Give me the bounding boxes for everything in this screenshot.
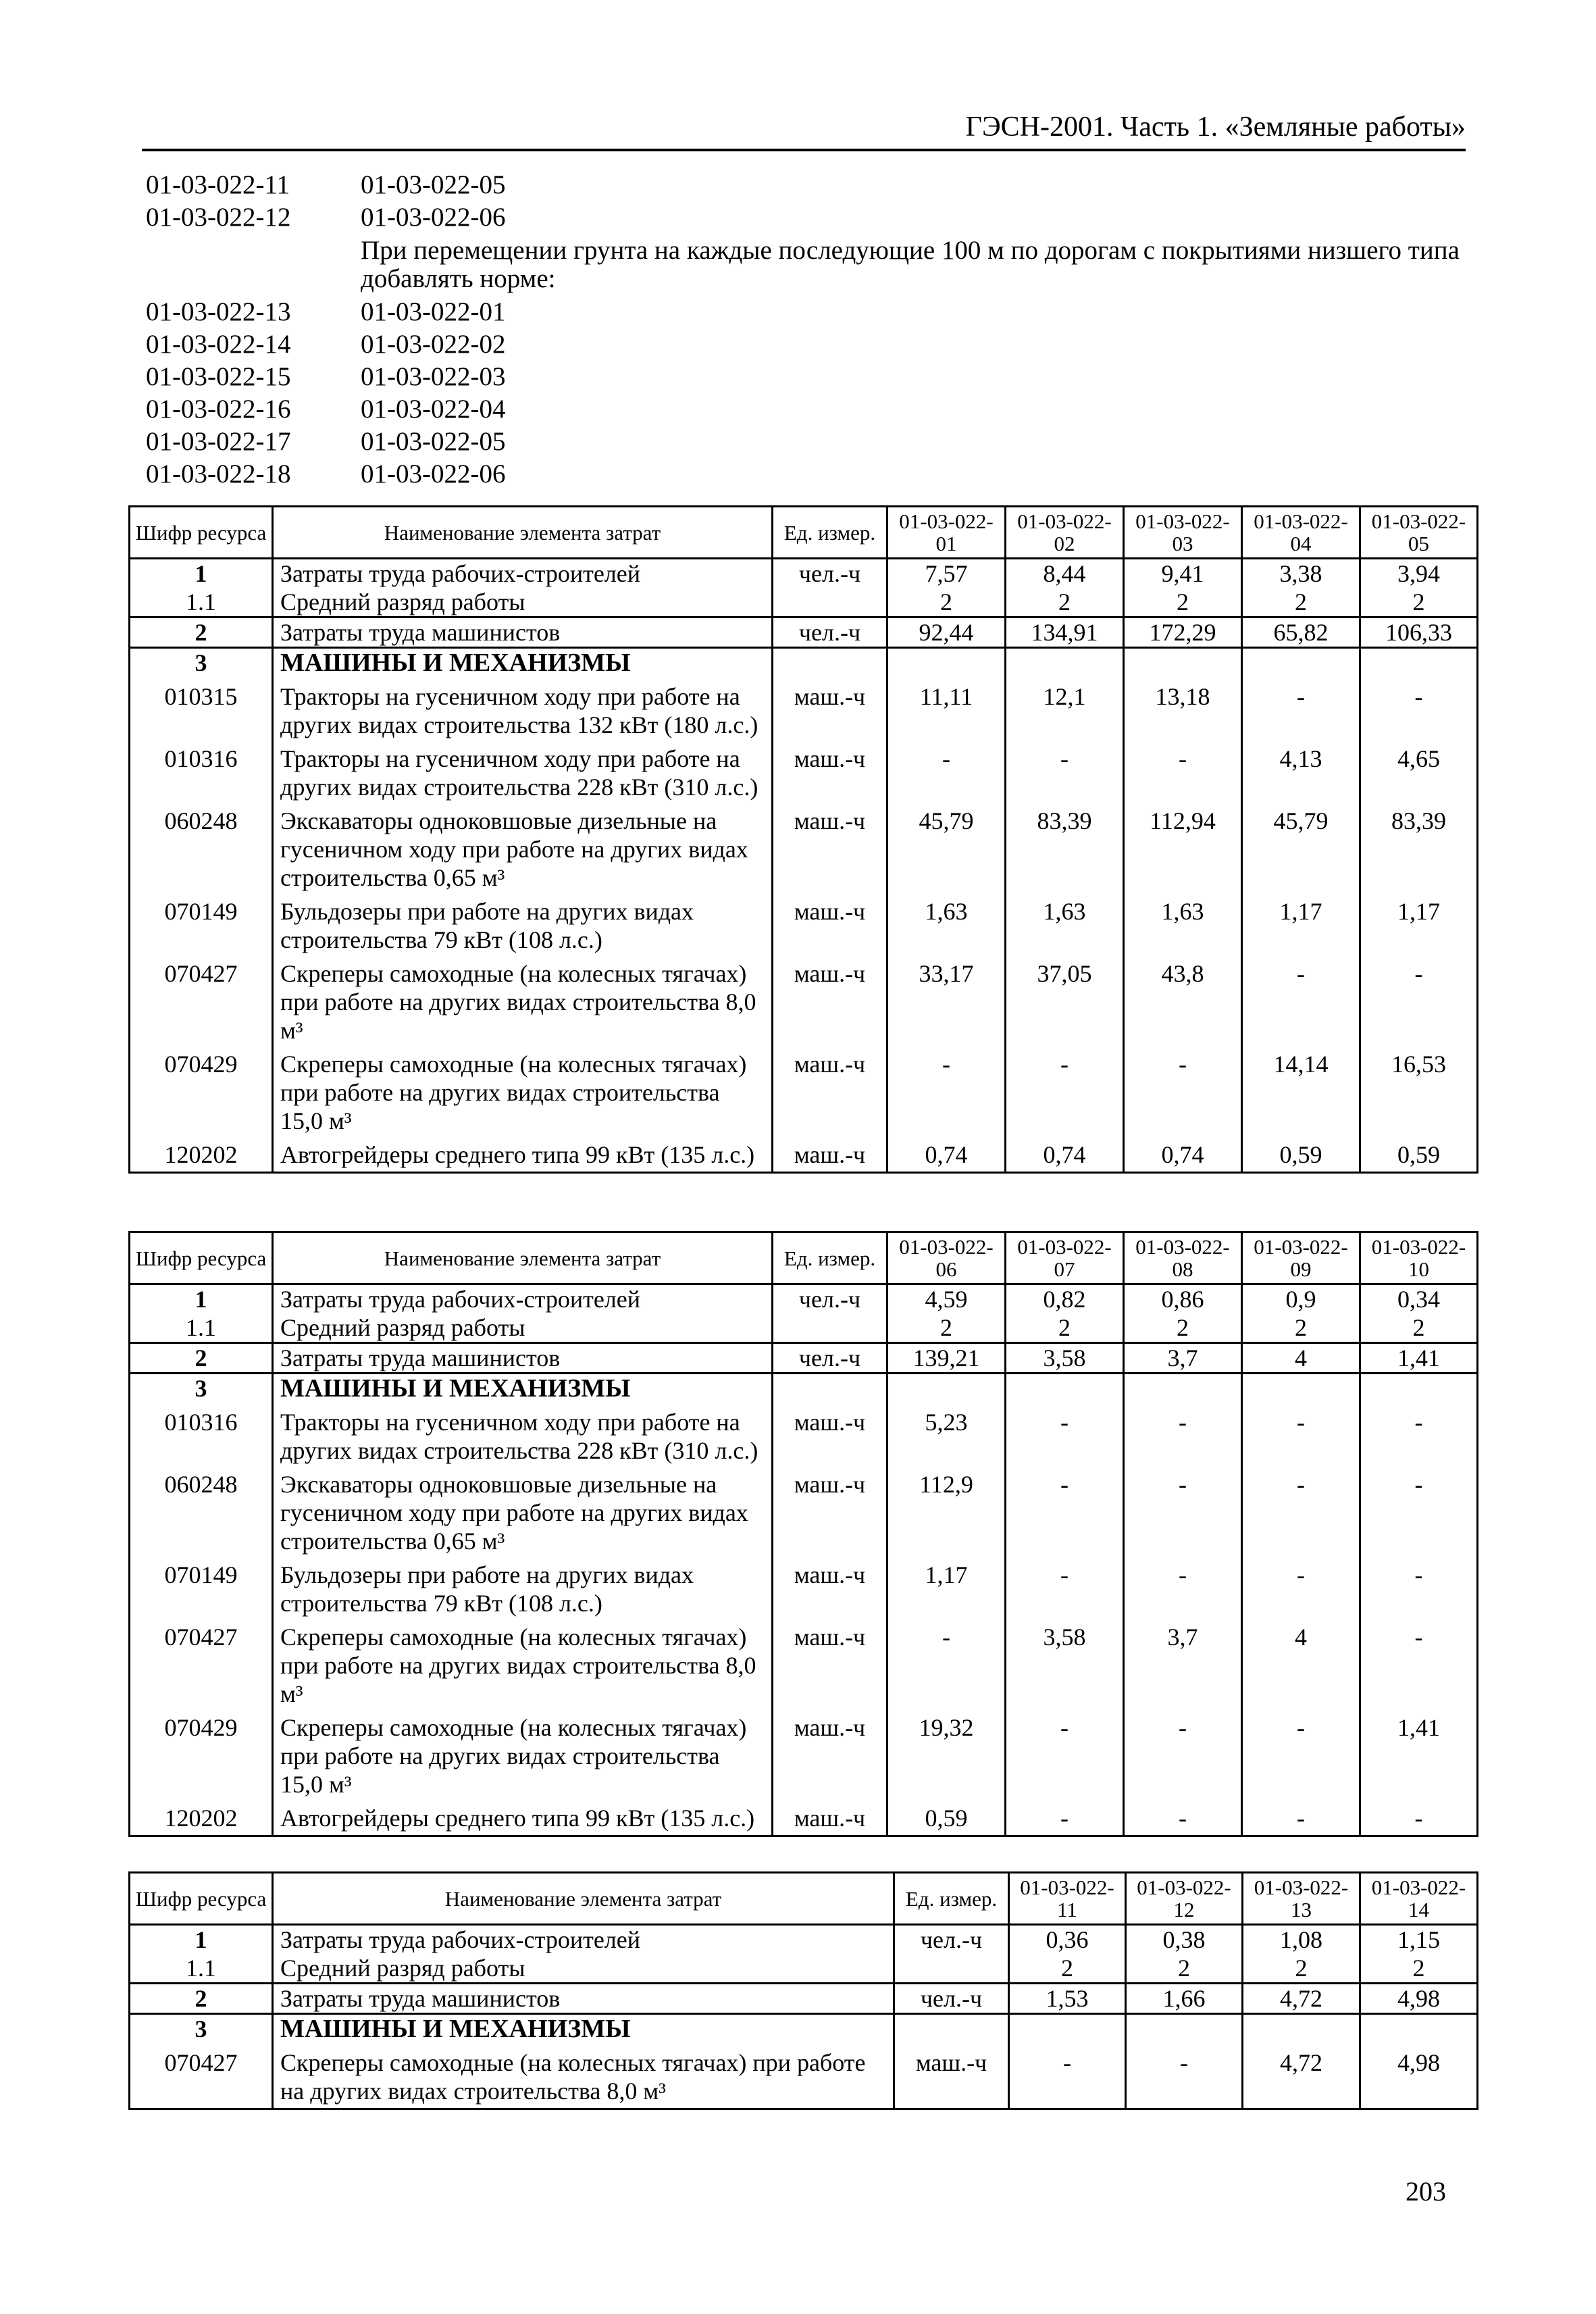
- resource-name: Автогрейдеры среднего типа 99 кВт (135 л.с.): [273, 1799, 773, 1836]
- resource-value: 4,72: [1243, 2043, 1360, 2109]
- mapping-source: 01-03-022-12: [146, 203, 291, 232]
- resource-unit: маш.-ч: [773, 954, 887, 1045]
- table-row: [130, 1925, 1478, 1955]
- norm-mapping-list: [146, 169, 1483, 491]
- mapping-row: [146, 169, 1483, 201]
- resource-name: Бульдозеры при работе на других видах строительства 79 кВт (108 л.с.): [273, 1555, 773, 1617]
- resource-value: -: [1009, 2043, 1126, 2109]
- resource-value: 3,7: [1124, 1343, 1242, 1374]
- resource-value: 0,86: [1124, 1284, 1242, 1314]
- resource-value: 13,18: [1124, 677, 1242, 739]
- resource-value: 3,94: [1360, 559, 1478, 588]
- resource-value: 0,9: [1242, 1284, 1360, 1314]
- resource-value: 1,53: [1009, 1984, 1126, 2014]
- resource-value: 2: [1126, 1954, 1243, 1984]
- resource-table-2: [128, 1231, 1478, 1837]
- mapping-target: 01-03-022-05: [361, 170, 506, 199]
- mapping-source: 01-03-022-18: [146, 459, 291, 488]
- resource-value: -: [1006, 1799, 1124, 1836]
- mapping-row: [146, 296, 1483, 328]
- resource-value: 92,44: [887, 618, 1006, 648]
- resource-name: Экскаваторы одноковшовые дизельные на гусеничном ходу при работе на других видах строительства 0,65 м³: [273, 801, 773, 892]
- resource-value: -: [1006, 1045, 1124, 1135]
- resource-value: 37,05: [1006, 954, 1124, 1045]
- resource-value: 3,58: [1006, 1617, 1124, 1708]
- resource-value: [1124, 648, 1242, 678]
- resource-value: -: [1360, 954, 1478, 1045]
- mapping-row: [146, 361, 1483, 393]
- resource-value: 3,58: [1006, 1343, 1124, 1374]
- resource-code: 1.1: [130, 588, 273, 618]
- resource-value: 3,38: [1242, 559, 1360, 588]
- resource-value: -: [887, 1617, 1006, 1708]
- resource-value: -: [1242, 954, 1360, 1045]
- resource-table-3: [128, 1871, 1478, 2110]
- mapping-target: 01-03-022-06: [361, 203, 506, 232]
- resource-value: 2: [887, 1313, 1006, 1343]
- resource-code: 3: [130, 648, 273, 678]
- resource-value: 2: [1360, 588, 1478, 618]
- header-norm-code: 01-03-022-05: [1360, 507, 1478, 559]
- resource-value: 12,1: [1006, 677, 1124, 739]
- resource-value: -: [1124, 1465, 1242, 1555]
- resource-unit: маш.-ч: [894, 2043, 1009, 2109]
- resource-code: 070429: [130, 1708, 273, 1799]
- resource-value: 0,59: [887, 1799, 1006, 1836]
- resource-value: -: [1006, 1403, 1124, 1465]
- resource-code: 3: [130, 2014, 273, 2044]
- table-row: [130, 1984, 1478, 2014]
- resource-name: Скреперы самоходные (на колесных тягачах) при работе на других видах строительства 15,0 м³: [273, 1045, 773, 1135]
- resource-name: Скреперы самоходные (на колесных тягачах) при работе на других видах строительства 8,0 м³: [273, 2043, 894, 2109]
- resource-unit: чел.-ч: [773, 1284, 887, 1314]
- resource-value: -: [1360, 1799, 1478, 1836]
- resource-value: 4,13: [1242, 739, 1360, 801]
- header-name: Наименование элемента затрат: [273, 1232, 773, 1284]
- resource-value: -: [1360, 1617, 1478, 1708]
- resource-value: [887, 1374, 1006, 1403]
- resource-value: -: [1124, 1708, 1242, 1799]
- resource-unit: чел.-ч: [894, 1984, 1009, 2014]
- resource-code: 070149: [130, 892, 273, 954]
- resource-unit: [894, 1954, 1009, 1984]
- resource-value: 0,82: [1006, 1284, 1124, 1314]
- resource-value: 83,39: [1360, 801, 1478, 892]
- resource-code: 2: [130, 1343, 273, 1374]
- resource-value: -: [1126, 2043, 1243, 2109]
- resource-value: -: [1124, 1403, 1242, 1465]
- resource-value: [887, 648, 1006, 678]
- resource-name: Затраты труда рабочих-строителей: [273, 1925, 894, 1955]
- resource-value: 0,34: [1360, 1284, 1478, 1314]
- resource-unit: маш.-ч: [773, 1135, 887, 1173]
- resource-code: 1: [130, 1284, 273, 1314]
- resource-value: 112,94: [1124, 801, 1242, 892]
- resource-code: 1: [130, 1925, 273, 1955]
- resource-value: 2: [1360, 1954, 1478, 1984]
- resource-value: [1124, 1374, 1242, 1403]
- resource-value: [1126, 2014, 1243, 2044]
- resource-value: 8,44: [1006, 559, 1124, 588]
- resource-unit: [773, 1313, 887, 1343]
- header-code: Шифр ресурса: [130, 1232, 273, 1284]
- resource-code: 070427: [130, 954, 273, 1045]
- mapping-source: 01-03-022-16: [146, 395, 291, 424]
- resource-value: 2: [1006, 1313, 1124, 1343]
- resource-value: -: [1360, 1403, 1478, 1465]
- resource-value: 2: [1242, 1313, 1360, 1343]
- resource-value: -: [1242, 1555, 1360, 1617]
- table-row: [130, 1799, 1478, 1836]
- table-row: [130, 559, 1478, 588]
- resource-value: 2: [887, 588, 1006, 618]
- resource-value: 16,53: [1360, 1045, 1478, 1135]
- resource-value: 1,41: [1360, 1343, 1478, 1374]
- resource-code: 070149: [130, 1555, 273, 1617]
- mapping-target: 01-03-022-05: [361, 427, 506, 456]
- resource-code: 010316: [130, 1403, 273, 1465]
- resource-name: Скреперы самоходные (на колесных тягачах) при работе на других видах строительства 8,0 м³: [273, 1617, 773, 1708]
- resource-value: 4,98: [1360, 1984, 1478, 2014]
- resource-value: -: [1360, 1465, 1478, 1555]
- header-code: Шифр ресурса: [130, 1873, 273, 1925]
- table-header-row: [130, 507, 1478, 559]
- resource-value: 4: [1242, 1343, 1360, 1374]
- table-header-row: [130, 1232, 1478, 1284]
- resource-value: 2: [1242, 588, 1360, 618]
- table-row: [130, 954, 1478, 1045]
- resource-value: 1,15: [1360, 1925, 1478, 1955]
- resource-value: 134,91: [1006, 618, 1124, 648]
- header-norm-code: 01-03-022-14: [1360, 1873, 1478, 1925]
- resource-value: 1,63: [1006, 892, 1124, 954]
- resource-value: -: [1124, 1045, 1242, 1135]
- mapping-source: 01-03-022-14: [146, 330, 291, 359]
- resource-unit: маш.-ч: [773, 1465, 887, 1555]
- resource-value: [1360, 648, 1478, 678]
- table-row: [130, 1284, 1478, 1314]
- resource-value: 1,66: [1126, 1984, 1243, 2014]
- resource-name: МАШИНЫ И МЕХАНИЗМЫ: [273, 648, 773, 678]
- resource-value: 3,7: [1124, 1617, 1242, 1708]
- resource-value: -: [1242, 1799, 1360, 1836]
- table-row: [130, 1343, 1478, 1374]
- resource-value: [1243, 2014, 1360, 2044]
- resource-value: 5,23: [887, 1403, 1006, 1465]
- table-row: [130, 1708, 1478, 1799]
- resource-name: Средний разряд работы: [273, 1313, 773, 1343]
- resource-value: 45,79: [1242, 801, 1360, 892]
- resource-code: 120202: [130, 1135, 273, 1173]
- mapping-row: [146, 458, 1483, 491]
- resource-value: [1006, 1374, 1124, 1403]
- resource-value: 1,17: [1360, 892, 1478, 954]
- resource-value: [1360, 1374, 1478, 1403]
- table-row: [130, 1954, 1478, 1984]
- resource-unit: маш.-ч: [773, 801, 887, 892]
- resource-code: 3: [130, 1374, 273, 1403]
- resource-code: 2: [130, 618, 273, 648]
- table-row: [130, 1135, 1478, 1173]
- header-title: ГЭСН-2001. Часть 1. «Земляные работы»: [965, 111, 1466, 143]
- resource-unit: маш.-ч: [773, 892, 887, 954]
- resource-value: [1242, 648, 1360, 678]
- resource-name: Средний разряд работы: [273, 1954, 894, 1984]
- resource-value: 83,39: [1006, 801, 1124, 892]
- header-norm-code: 01-03-022-01: [887, 507, 1006, 559]
- resource-code: 060248: [130, 1465, 273, 1555]
- resource-value: 172,29: [1124, 618, 1242, 648]
- resource-code: 2: [130, 1984, 273, 2014]
- header-norm-code: 01-03-022-12: [1126, 1873, 1243, 1925]
- resource-name: Автогрейдеры среднего типа 99 кВт (135 л.с.): [273, 1135, 773, 1173]
- mapping-target: 01-03-022-02: [361, 330, 506, 359]
- table-row: [130, 2043, 1478, 2109]
- resource-value: 0,38: [1126, 1925, 1243, 1955]
- mapping-note: При перемещении грунта на каждые последующие 100 м по дорогам с покрытиями низшего типа добавлять норме:: [361, 236, 1460, 293]
- resource-code: 1.1: [130, 1313, 273, 1343]
- resource-value: 139,21: [887, 1343, 1006, 1374]
- resource-value: -: [1242, 677, 1360, 739]
- resource-value: 106,33: [1360, 618, 1478, 648]
- resource-value: 0,36: [1009, 1925, 1126, 1955]
- mapping-target: 01-03-022-03: [361, 362, 506, 391]
- mapping-source: 01-03-022-17: [146, 427, 291, 456]
- header-norm-code: 01-03-022-13: [1243, 1873, 1360, 1925]
- resource-value: -: [887, 1045, 1006, 1135]
- resource-name: МАШИНЫ И МЕХАНИЗМЫ: [273, 2014, 894, 2044]
- table-header-row: [130, 1873, 1478, 1925]
- resource-value: 0,59: [1242, 1135, 1360, 1173]
- table-row: [130, 2014, 1478, 2044]
- resource-value: 11,11: [887, 677, 1006, 739]
- resource-unit: маш.-ч: [773, 1403, 887, 1465]
- resource-value: -: [1124, 739, 1242, 801]
- table-row: [130, 648, 1478, 678]
- table-row: [130, 1374, 1478, 1403]
- resource-value: [1009, 2014, 1126, 2044]
- table-row: [130, 739, 1478, 801]
- table-row: [130, 1465, 1478, 1555]
- resource-unit: [773, 588, 887, 618]
- resource-unit: маш.-ч: [773, 1799, 887, 1836]
- header-name: Наименование элемента затрат: [273, 507, 773, 559]
- resource-value: 0,74: [1124, 1135, 1242, 1173]
- header-name: Наименование элемента затрат: [273, 1873, 894, 1925]
- header-norm-code: 01-03-022-11: [1009, 1873, 1126, 1925]
- resource-value: 1,08: [1243, 1925, 1360, 1955]
- resource-value: -: [1006, 739, 1124, 801]
- resource-value: -: [1360, 677, 1478, 739]
- resource-code: 070429: [130, 1045, 273, 1135]
- resource-value: -: [1124, 1555, 1242, 1617]
- resource-unit: чел.-ч: [773, 559, 887, 588]
- resource-code: 120202: [130, 1799, 273, 1836]
- resource-value: 7,57: [887, 559, 1006, 588]
- mapping-target: 01-03-022-04: [361, 395, 506, 424]
- mapping-row: [146, 426, 1483, 458]
- resource-unit: чел.-ч: [773, 1343, 887, 1374]
- header-norm-code: 01-03-022-08: [1124, 1232, 1242, 1284]
- resource-value: 19,32: [887, 1708, 1006, 1799]
- table-row: [130, 1617, 1478, 1708]
- table-row: [130, 677, 1478, 739]
- resource-value: 112,9: [887, 1465, 1006, 1555]
- resource-value: 2: [1243, 1954, 1360, 1984]
- mapping-source: 01-03-022-13: [146, 297, 291, 326]
- resource-value: -: [1242, 1465, 1360, 1555]
- resource-value: 0,74: [887, 1135, 1006, 1173]
- resource-value: 45,79: [887, 801, 1006, 892]
- resource-name: МАШИНЫ И МЕХАНИЗМЫ: [273, 1374, 773, 1403]
- mapping-source: 01-03-022-11: [146, 170, 290, 199]
- resource-unit: маш.-ч: [773, 1045, 887, 1135]
- header-norm-code: 01-03-022-02: [1006, 507, 1124, 559]
- header-norm-code: 01-03-022-06: [887, 1232, 1006, 1284]
- resource-unit: маш.-ч: [773, 1617, 887, 1708]
- resource-value: 0,74: [1006, 1135, 1124, 1173]
- resource-value: 43,8: [1124, 954, 1242, 1045]
- header-code: Шифр ресурса: [130, 507, 273, 559]
- header-unit: Ед. измер.: [773, 1232, 887, 1284]
- resource-unit: маш.-ч: [773, 677, 887, 739]
- resource-value: 1,63: [887, 892, 1006, 954]
- table-row: [130, 1313, 1478, 1343]
- resource-value: 14,14: [1242, 1045, 1360, 1135]
- resource-unit: маш.-ч: [773, 739, 887, 801]
- resource-unit: [773, 1374, 887, 1403]
- resource-name: Затраты труда рабочих-строителей: [273, 559, 773, 588]
- resource-value: 9,41: [1124, 559, 1242, 588]
- resource-value: -: [1242, 1708, 1360, 1799]
- resource-value: 1,17: [887, 1555, 1006, 1617]
- resource-value: -: [1006, 1465, 1124, 1555]
- resource-code: 070427: [130, 2043, 273, 2109]
- resource-unit: маш.-ч: [773, 1555, 887, 1617]
- header-norm-code: 01-03-022-03: [1124, 507, 1242, 559]
- resource-name: Затраты труда рабочих-строителей: [273, 1284, 773, 1314]
- resource-value: [1360, 2014, 1478, 2044]
- resource-name: Тракторы на гусеничном ходу при работе на других видах строительства 132 кВт (180 л.с.): [273, 677, 773, 739]
- mapping-row: [146, 328, 1483, 361]
- mapping-source: 01-03-022-15: [146, 362, 291, 391]
- resource-value: 1,63: [1124, 892, 1242, 954]
- header-unit: Ед. измер.: [773, 507, 887, 559]
- resource-code: 1.1: [130, 1954, 273, 1984]
- resource-value: 4,65: [1360, 739, 1478, 801]
- resource-value: 4,98: [1360, 2043, 1478, 2109]
- table-row: [130, 1403, 1478, 1465]
- resource-unit: чел.-ч: [773, 618, 887, 648]
- resource-name: Затраты труда машинистов: [273, 1984, 894, 2014]
- table-row: [130, 1045, 1478, 1135]
- resource-value: 1,41: [1360, 1708, 1478, 1799]
- header-norm-code: 01-03-022-07: [1006, 1232, 1124, 1284]
- resource-code: 010315: [130, 677, 273, 739]
- resource-unit: [894, 2014, 1009, 2044]
- resource-value: 2: [1124, 588, 1242, 618]
- resource-code: 1: [130, 559, 273, 588]
- resource-name: Скреперы самоходные (на колесных тягачах) при работе на других видах строительства 15,0 м³: [273, 1708, 773, 1799]
- header-unit: Ед. измер.: [894, 1873, 1009, 1925]
- resource-name: Скреперы самоходные (на колесных тягачах) при работе на других видах строительства 8,0 м³: [273, 954, 773, 1045]
- resource-value: 2: [1124, 1313, 1242, 1343]
- mapping-target: 01-03-022-01: [361, 297, 506, 326]
- table-row: [130, 801, 1478, 892]
- mapping-row: [146, 201, 1483, 234]
- resource-value: -: [1006, 1708, 1124, 1799]
- resource-unit: маш.-ч: [773, 1708, 887, 1799]
- resource-name: Затраты труда машинистов: [273, 618, 773, 648]
- resource-name: Средний разряд работы: [273, 588, 773, 618]
- resource-value: 2: [1006, 588, 1124, 618]
- table-row: [130, 1555, 1478, 1617]
- resource-unit: чел.-ч: [894, 1925, 1009, 1955]
- resource-name: Тракторы на гусеничном ходу при работе на других видах строительства 228 кВт (310 л.с.): [273, 739, 773, 801]
- resource-value: 1,17: [1242, 892, 1360, 954]
- resource-value: 0,59: [1360, 1135, 1478, 1173]
- resource-value: 4: [1242, 1617, 1360, 1708]
- page-number: 203: [1406, 2176, 1446, 2207]
- table-row: [130, 588, 1478, 618]
- resource-value: 4,59: [887, 1284, 1006, 1314]
- resource-value: [1242, 1374, 1360, 1403]
- resource-value: 2: [1360, 1313, 1478, 1343]
- resource-name: Тракторы на гусеничном ходу при работе на других видах строительства 228 кВт (310 л.с.): [273, 1403, 773, 1465]
- mapping-target: 01-03-022-06: [361, 459, 506, 488]
- header-norm-code: 01-03-022-10: [1360, 1232, 1478, 1284]
- resource-value: -: [1124, 1799, 1242, 1836]
- resource-unit: [773, 648, 887, 678]
- resource-name: Бульдозеры при работе на других видах строительства 79 кВт (108 л.с.): [273, 892, 773, 954]
- table-row: [130, 892, 1478, 954]
- resource-value: -: [1360, 1555, 1478, 1617]
- header-norm-code: 01-03-022-09: [1242, 1232, 1360, 1284]
- mapping-row: [146, 393, 1483, 426]
- resource-value: 65,82: [1242, 618, 1360, 648]
- resource-value: -: [1242, 1403, 1360, 1465]
- resource-code: 060248: [130, 801, 273, 892]
- resource-code: 010316: [130, 739, 273, 801]
- header-norm-code: 01-03-022-04: [1242, 507, 1360, 559]
- resource-value: [1006, 648, 1124, 678]
- resource-value: -: [1006, 1555, 1124, 1617]
- resource-value: 4,72: [1243, 1984, 1360, 2014]
- resource-value: -: [887, 739, 1006, 801]
- resource-name: Затраты труда машинистов: [273, 1343, 773, 1374]
- resource-value: 2: [1009, 1954, 1126, 1984]
- resource-table-1: [128, 505, 1478, 1174]
- resource-value: 33,17: [887, 954, 1006, 1045]
- resource-name: Экскаваторы одноковшовые дизельные на гусеничном ходу при работе на других видах строительства 0,65 м³: [273, 1465, 773, 1555]
- table-row: [130, 618, 1478, 648]
- running-header: [142, 101, 1466, 151]
- resource-code: 070427: [130, 1617, 273, 1708]
